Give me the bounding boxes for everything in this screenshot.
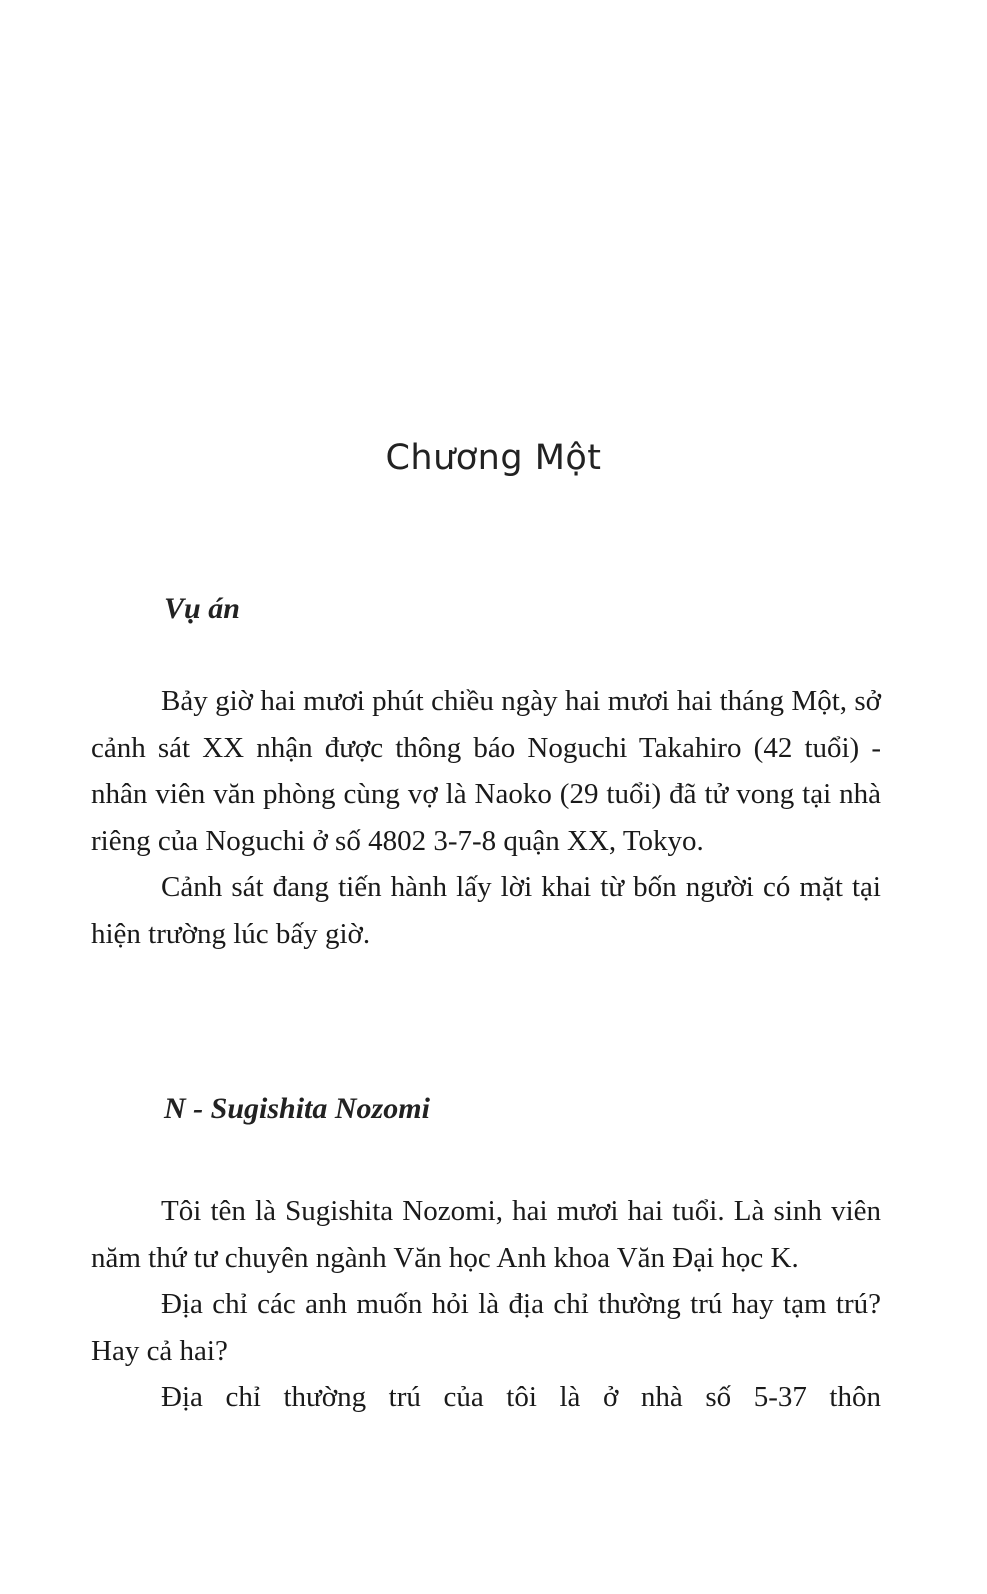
paragraph: Địa chỉ các anh muốn hỏi là địa chỉ thường trú hay tạm trú? Hay cả hai?: [91, 1288, 881, 1367]
section-case-body: [91, 678, 881, 957]
section-witness-body: [91, 1188, 881, 1421]
section-heading-witness: N - Sugishita Nozomi: [164, 1092, 430, 1125]
paragraph: Bảy giờ hai mươi phút chiều ngày hai mươi hai tháng Một, sở cảnh sát XX nhận được thông báo Noguchi Takahiro (42 tuổi) - nhân viên văn phòng cùng vợ là Naoko (29 tuổi) đã tử vong tại nhà riêng của Noguchi ở số 4802 3-7-8 quận XX, Tokyo.: [91, 685, 881, 857]
paragraph: Tôi tên là Sugishita Nozomi, hai mươi hai tuổi. Là sinh viên năm thứ tư chuyên ngành Văn học Anh khoa Văn Đại học K.: [91, 1195, 881, 1274]
chapter-title: Chương Một: [385, 438, 602, 478]
paragraph: Cảnh sát đang tiến hành lấy lời khai từ bốn người có mặt tại hiện trường lúc bấy giờ.: [91, 871, 881, 950]
section-heading-case: Vụ án: [164, 592, 240, 625]
paragraph: Địa chỉ thường trú của tôi là ở nhà số 5-37 thôn: [161, 1381, 881, 1413]
